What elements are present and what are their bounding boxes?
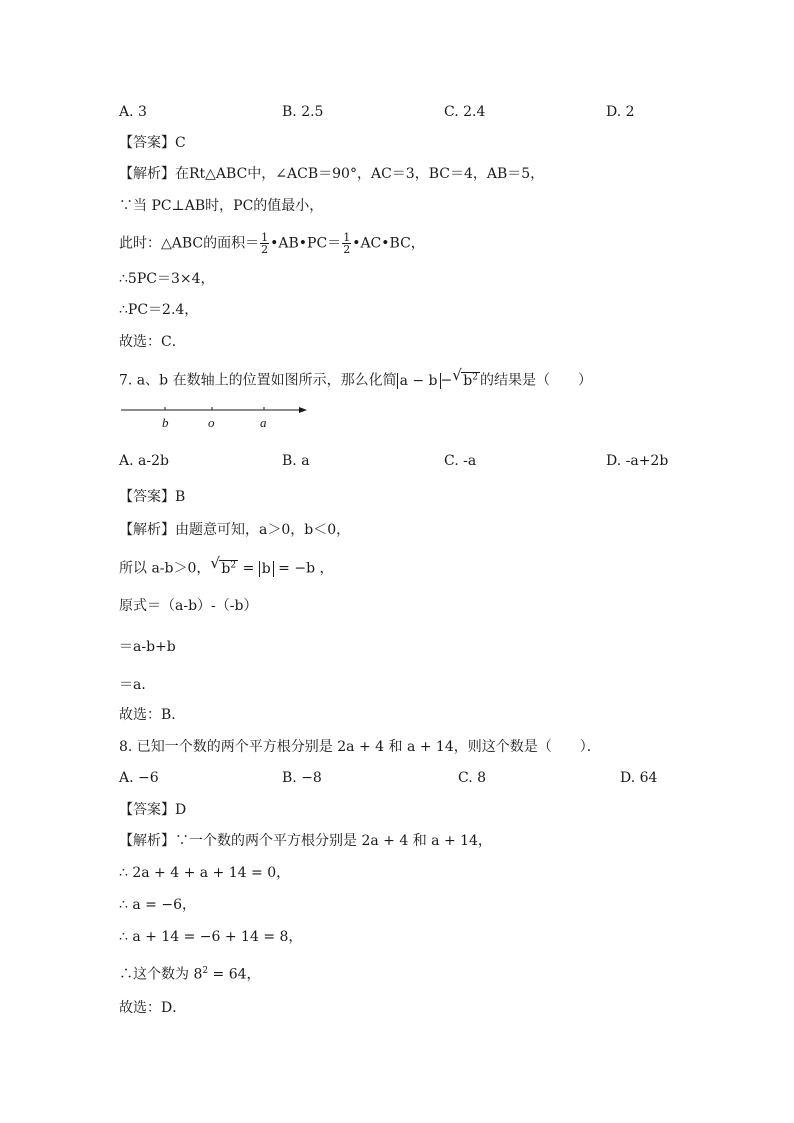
q8-explanation-line-3: ∴ a = −6，: [119, 897, 196, 913]
fraction-numerator: 1: [261, 231, 269, 244]
label-b: b: [162, 415, 169, 430]
q8-explanation-line-5: [119, 962, 261, 984]
q6-option-b: B. 2.5: [282, 104, 324, 120]
q7-minus: −: [440, 372, 453, 389]
q6-explanation-line-4: ∴5PC＝3×4，: [119, 271, 215, 287]
q7-explanation-line-6: 故选：B．: [119, 707, 186, 723]
q6-l3-prefix: 此时：△ABC的面积＝: [119, 235, 260, 252]
q7-sqrt-radicand: b: [463, 372, 473, 389]
explanation-label: 【解析】: [119, 166, 175, 182]
fraction-half-2: [342, 232, 351, 255]
q6-option-d: D. 2: [606, 104, 635, 120]
q7-l2-exponent: 2: [230, 560, 237, 570]
q7-l2-end: = −b ，: [273, 560, 334, 577]
q7-explanation-line-5: ＝a．: [119, 677, 156, 693]
q8-answer: 【答案】D: [119, 802, 187, 818]
q7-l2-prefix: 所以 a-b＞0，: [119, 560, 211, 577]
q7-option-b: B. a: [282, 453, 310, 469]
fraction-denominator: 2: [261, 243, 269, 256]
q7-sqrt: [452, 368, 480, 390]
q7-question: [119, 368, 592, 390]
q8-explanation-line-2: ∴ 2a + 4 + a + 14 = 0，: [119, 865, 291, 881]
q6-option-c: C. 2.4: [444, 104, 486, 120]
q8-explanation-line-4: ∴ a + 14 = −6 + 14 = 8，: [119, 929, 303, 945]
q7-l2-radicand: b: [221, 560, 231, 577]
q6-explanation-line-1: [119, 165, 544, 183]
q7-explanation-line-2: [119, 556, 334, 578]
q6-explanation-line-2: ∵当 PC⊥AB时，PC的值最小，: [119, 198, 324, 214]
q8-explanation-line-1: [119, 832, 492, 850]
explanation-label: 【解析】: [119, 522, 175, 538]
q8-l5-suffix: = 64，: [208, 966, 261, 983]
explanation-label: 【解析】: [119, 833, 175, 849]
q6-answer: 【答案】C: [119, 135, 186, 151]
q8-explanation-line-6: 故选：D．: [119, 1000, 187, 1016]
q8-option-d: D. 64: [620, 770, 658, 786]
label-a: a: [260, 415, 267, 430]
q7-option-d: D. -a+2b: [606, 453, 669, 469]
q7-sqrt-exponent: 2: [472, 372, 478, 382]
q8-option-a: A. −6: [119, 770, 159, 786]
q6-explanation-line-3: [119, 232, 425, 255]
q8-option-c: C. 8: [458, 770, 487, 786]
q7-option-c: C. -a: [444, 453, 477, 469]
q8-question: 8. 已知一个数的两个平方根分别是 2a + 4 和 a + 14，则这个数是（ ）．: [119, 739, 601, 755]
q8-l5-prefix: ∴这个数为 8: [119, 966, 203, 983]
q7-question-prefix: 7. a、b 在数轴上的位置如图所示，那么化简: [119, 372, 397, 389]
label-o: o: [208, 415, 215, 430]
q8-option-b: B. −8: [282, 770, 322, 786]
q7-explanation-line-4: ＝a-b+b: [119, 639, 176, 655]
q7-question-suffix: 的结果是（ ）: [479, 372, 592, 389]
number-line-figure: [119, 402, 309, 432]
q7-answer: 【答案】B: [119, 489, 186, 505]
q6-l1-text: 在Rt△ABC中，∠ACB＝90°，AC＝3，BC＝4，AB＝5，: [175, 166, 545, 182]
q7-l2-abs: b: [259, 561, 274, 577]
q6-option-a: A. 3: [119, 104, 147, 120]
q6-explanation-line-5: ∴PC＝2.4，: [119, 302, 199, 318]
q8-l1-text: ∵一个数的两个平方根分别是 2a + 4 和 a + 14，: [175, 833, 492, 849]
q7-explanation-line-3: 原式＝（a-b）-（-b）: [119, 598, 258, 614]
fraction-numerator: 1: [343, 231, 351, 244]
q6-l3-mid: •AB•PC＝: [270, 235, 342, 252]
number-line-arrow: [299, 407, 307, 413]
fraction-half: [260, 232, 269, 255]
q7-option-a: A. a-2b: [119, 453, 169, 469]
q8-l5-exponent: 2: [202, 966, 209, 976]
fraction-denominator: 2: [343, 243, 351, 256]
q7-abs-expression: a − b: [397, 373, 441, 389]
q6-l3-end: •AC•BC，: [352, 235, 425, 252]
q7-l2-equals: =: [242, 560, 259, 577]
q6-explanation-line-6: 故选：C．: [119, 334, 186, 350]
q7-l2-sqrt: [210, 556, 238, 578]
q7-explanation-line-1: [119, 521, 350, 539]
q7-l1-text: 由题意可知，a＞0，b＜0，: [175, 522, 351, 538]
